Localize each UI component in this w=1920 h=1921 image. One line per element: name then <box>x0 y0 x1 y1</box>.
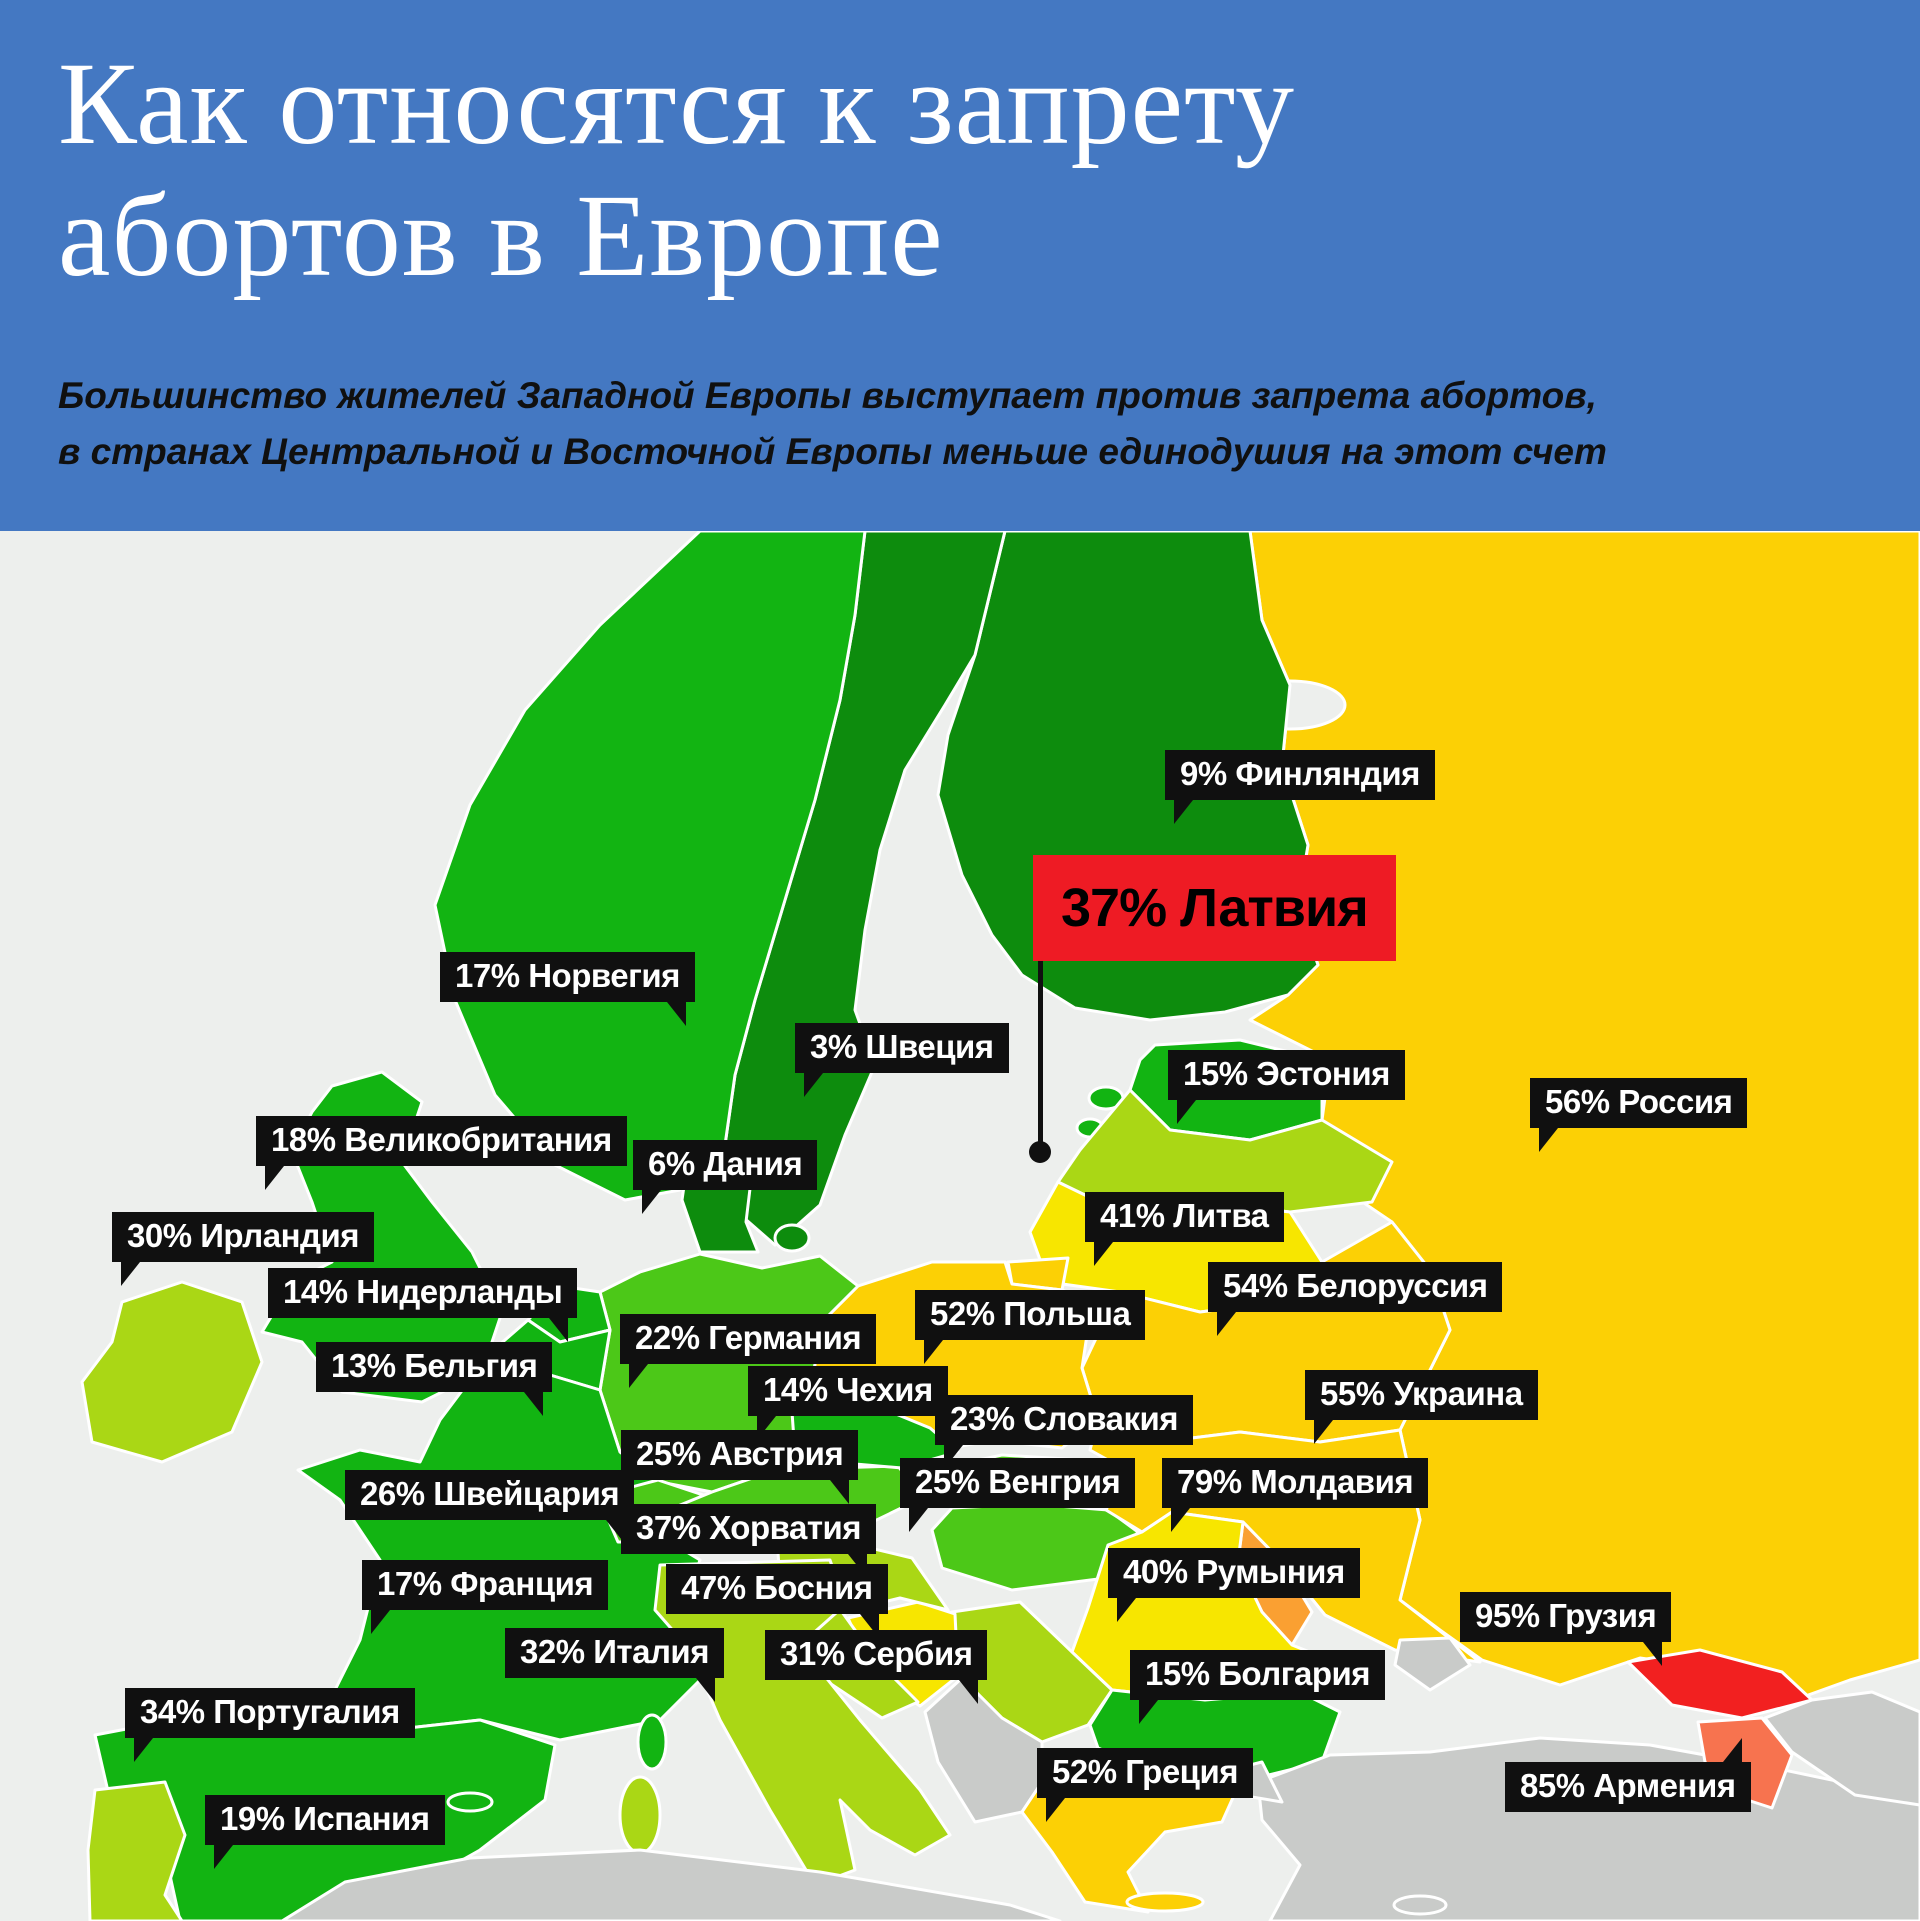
country-label-poland: 52% Польша <box>915 1290 1145 1340</box>
country-label-finland: 9% Финляндия <box>1165 750 1435 800</box>
page-title-line2: абортов в Европе <box>58 170 944 302</box>
country-label-spain: 19% Испания <box>205 1795 445 1845</box>
country-label-switzerland: 26% Швейцария <box>345 1470 634 1520</box>
country-label-france: 17% Франция <box>362 1560 608 1610</box>
region-shape-cyprus <box>1394 1896 1446 1914</box>
country-label-italy: 32% Италия <box>505 1628 724 1678</box>
country-shape-balearic <box>448 1793 492 1811</box>
country-label-denmark: 6% Дания <box>633 1140 817 1190</box>
country-label-croatia: 37% Хорватия <box>621 1504 876 1554</box>
page-title <box>58 38 1295 302</box>
country-shape-corsica <box>638 1715 666 1769</box>
page-subtitle <box>58 368 1607 479</box>
header <box>0 0 1920 531</box>
country-label-armenia: 85% Армения <box>1505 1762 1751 1812</box>
country-shape-denmark-island <box>775 1225 809 1251</box>
country-label-slovakia: 23% Словакия <box>935 1395 1193 1445</box>
page-subtitle-line1: Большинство жителей Западной Европы выступает против запрета абортов, <box>58 375 1597 416</box>
country-label-serbia: 31% Сербия <box>765 1630 987 1680</box>
highlight-callout-dot <box>1029 1141 1051 1163</box>
country-label-ireland: 30% Ирландия <box>112 1212 374 1262</box>
country-label-lithuania: 41% Литва <box>1085 1192 1284 1242</box>
country-label-austria: 25% Австрия <box>621 1430 858 1480</box>
country-label-norway: 17% Норвегия <box>440 952 695 1002</box>
country-label-ukraine: 55% Украина <box>1305 1370 1538 1420</box>
country-shape-crete <box>1127 1893 1203 1911</box>
country-label-latvia: 37% Латвия <box>1033 855 1396 961</box>
country-label-portugal: 34% Португалия <box>125 1688 415 1738</box>
country-label-estonia: 15% Эстония <box>1168 1050 1405 1100</box>
page-subtitle-line2: в странах Центральной и Восточной Европы меньше единодушия на этот счет <box>58 430 1607 472</box>
country-label-sweden: 3% Швеция <box>795 1023 1009 1073</box>
country-label-bosnia: 47% Босния <box>666 1564 888 1614</box>
country-label-georgia: 95% Грузия <box>1460 1592 1671 1642</box>
country-label-russia: 56% Россия <box>1530 1078 1747 1128</box>
country-label-hungary: 25% Венгрия <box>900 1458 1135 1508</box>
country-label-czechia: 14% Чехия <box>748 1366 948 1416</box>
highlight-callout-line <box>1038 958 1043 1152</box>
page-title-line1: Как относятся к запрету <box>58 38 1296 169</box>
country-label-uk: 18% Великобритания <box>256 1116 627 1166</box>
country-label-moldova: 79% Молдавия <box>1162 1458 1428 1508</box>
country-label-belgium: 13% Бельгия <box>316 1342 552 1392</box>
country-label-romania: 40% Румыния <box>1108 1548 1360 1598</box>
country-label-bulgaria: 15% Болгария <box>1130 1650 1385 1700</box>
country-label-greece: 52% Греция <box>1037 1748 1253 1798</box>
country-label-netherlands: 14% Нидерланды <box>268 1268 577 1318</box>
country-label-belarus: 54% Белоруссия <box>1208 1262 1502 1312</box>
country-label-germany: 22% Германия <box>620 1314 876 1364</box>
country-shape-sardinia <box>620 1777 660 1853</box>
